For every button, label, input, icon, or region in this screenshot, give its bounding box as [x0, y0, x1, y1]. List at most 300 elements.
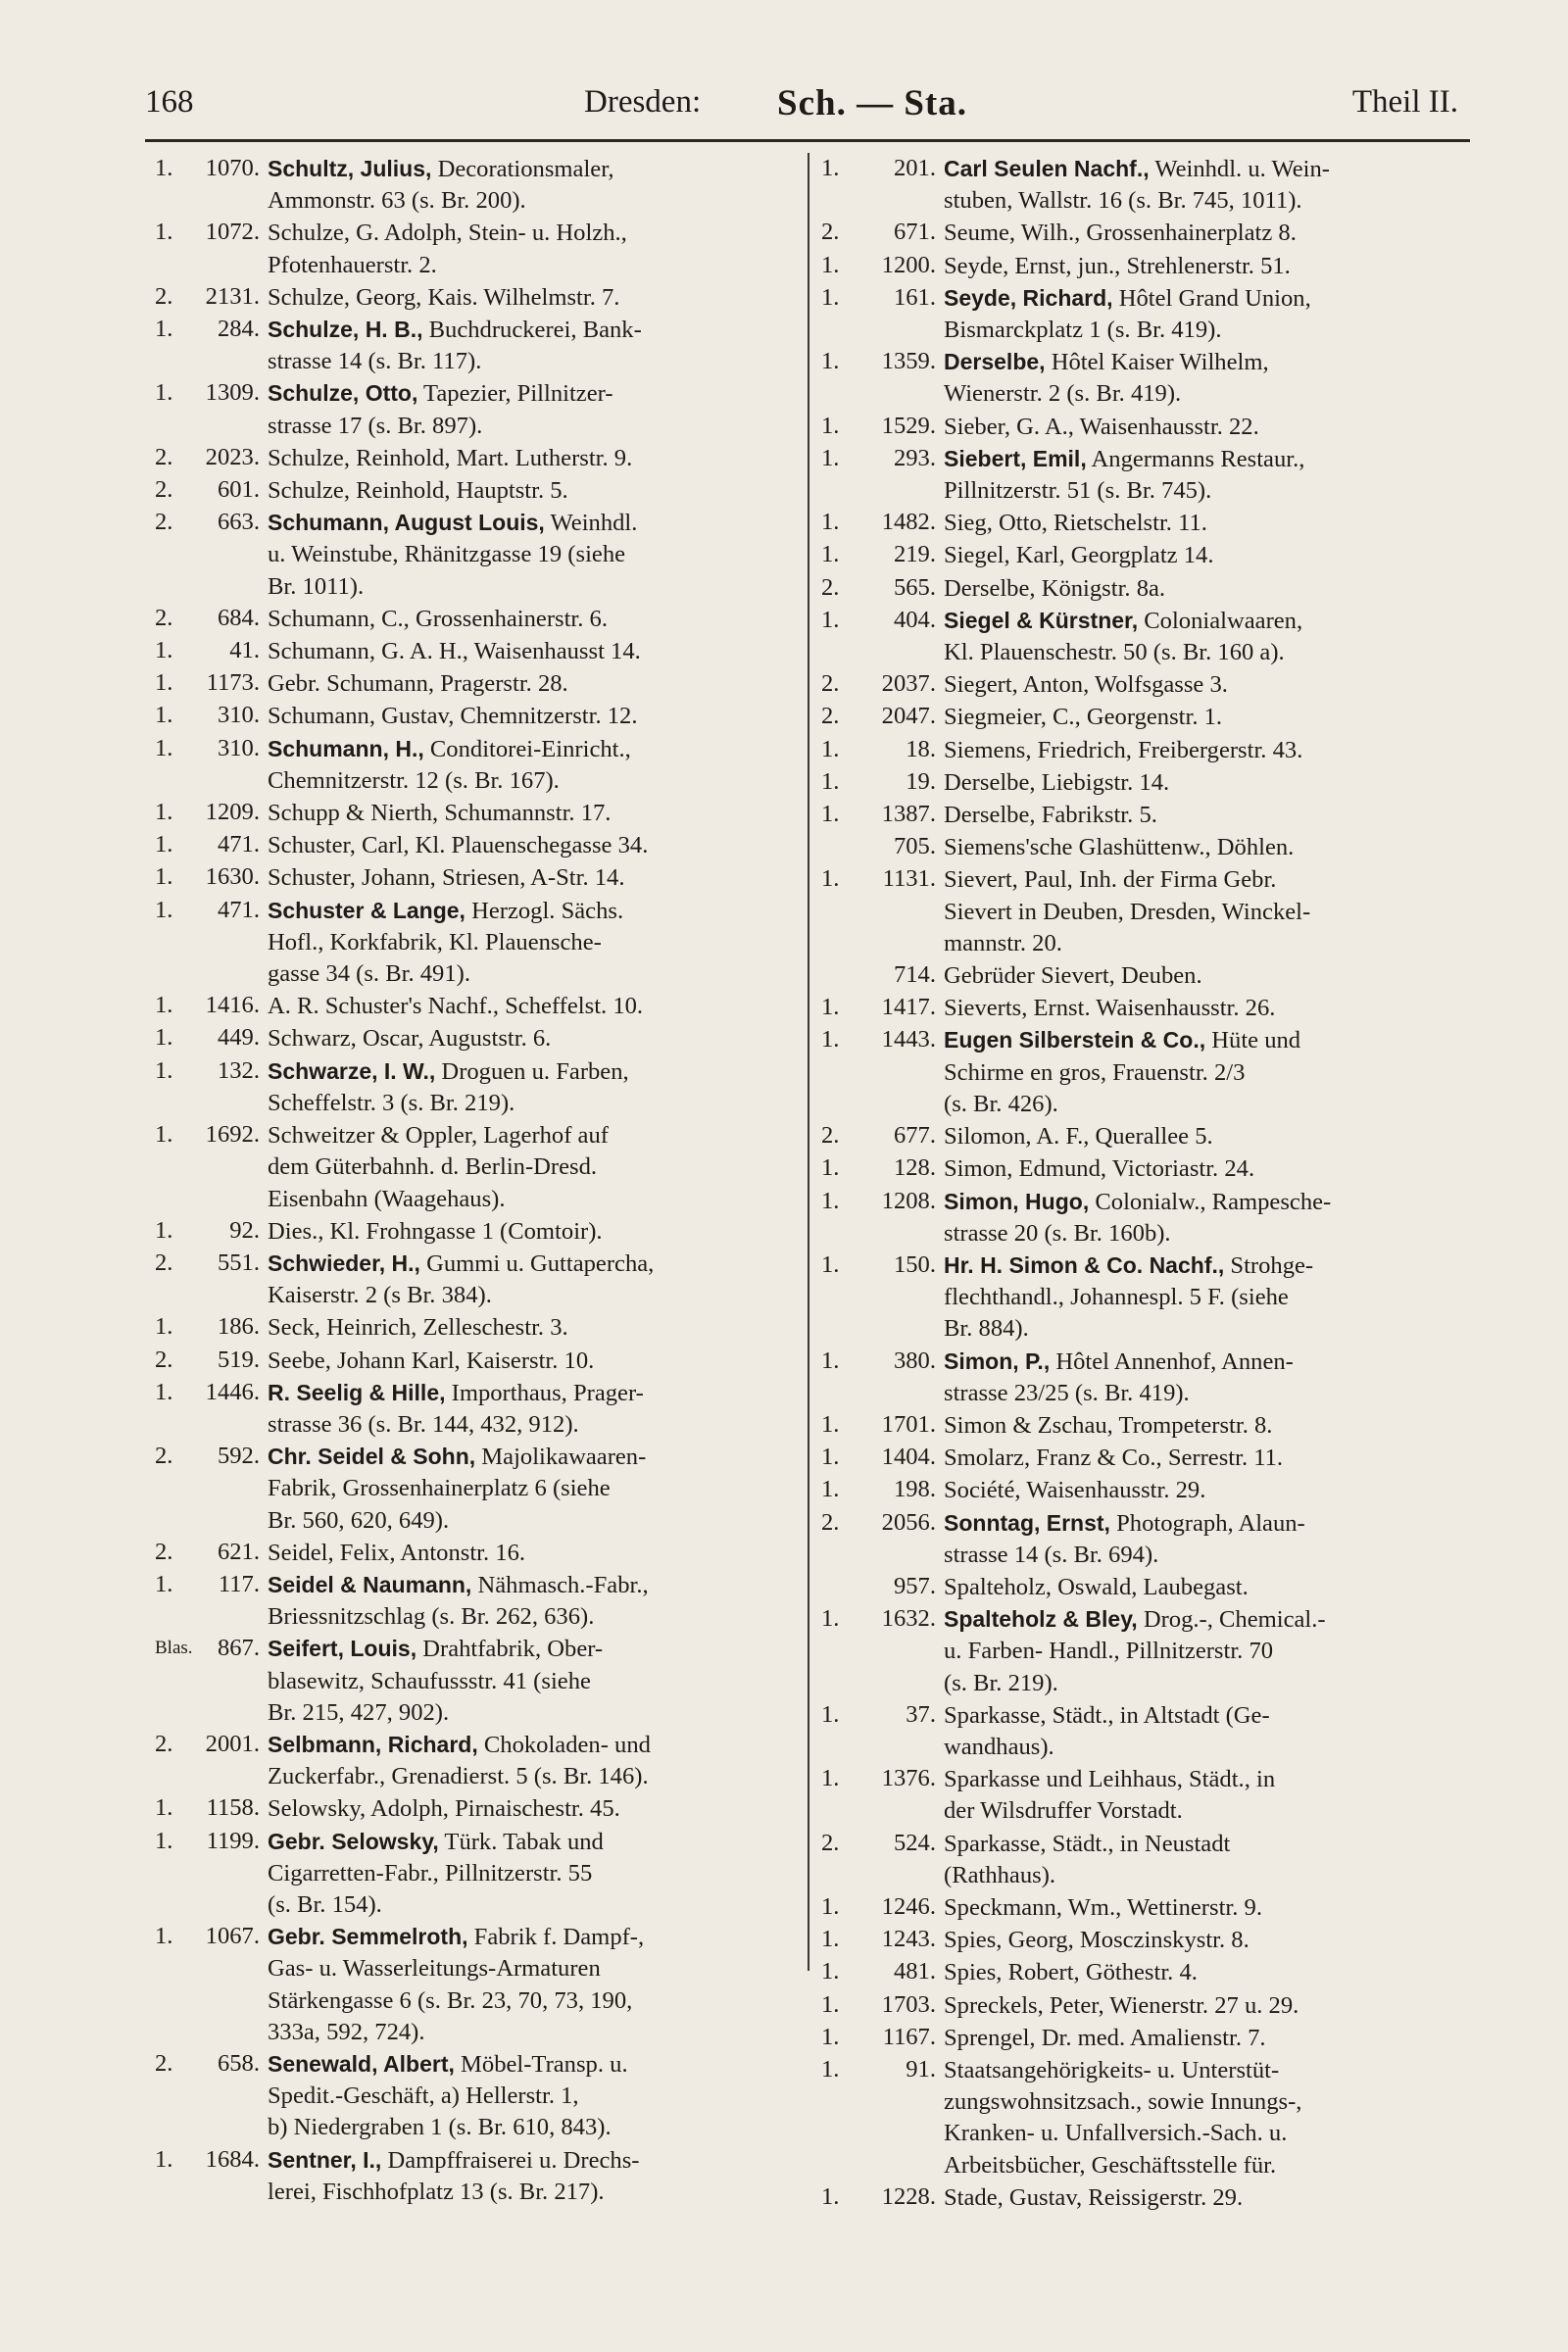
entry-text: Schulze, G. Adolph, Stein- u. Holzh., Pfotenhauerstr. 2. [268, 220, 627, 278]
entry-body [268, 153, 811, 217]
entry-class: 1. [155, 1827, 173, 1854]
entry-number: 1208. [881, 1187, 936, 1214]
entry-class [821, 1571, 854, 1603]
entry-text: Hôtel Kaiser Wilhelm, Wienerstr. 2 (s. Br. 419). [944, 349, 1269, 408]
entry-number: 1200. [881, 251, 936, 278]
entry-body [944, 1442, 1478, 1474]
entry-name: Spalteholz & Bley, [944, 1606, 1138, 1633]
entry-number: 380. [893, 1347, 936, 1374]
entry-class [821, 959, 854, 992]
directory-entry [821, 605, 1478, 668]
entry-number: 186. [217, 1313, 260, 1341]
entry-number: 1703. [881, 1990, 936, 2018]
entry-text: Droguen u. Farben, Scheffelstr. 3 (s. Br. 219). [268, 1057, 629, 1116]
directory-entry [155, 442, 811, 474]
directory-entry [821, 250, 1478, 282]
directory-entry [155, 1055, 811, 1119]
entry-text: Smolarz, Franz & Co., Serrestr. 11. [944, 1445, 1284, 1472]
entry-class: 1. [821, 1700, 840, 1728]
entry-number: 132. [217, 1056, 260, 1084]
directory-entry [155, 281, 811, 314]
entry-number: 1529. [881, 412, 936, 439]
entry-name: Schwarze, I. W., [268, 1057, 436, 1084]
directory-entry [155, 1441, 811, 1537]
entry-name: Selbmann, Richard, [268, 1731, 478, 1757]
entry-text: Schwarz, Oscar, Auguststr. 6. [268, 1025, 552, 1053]
entry-number: 1067. [205, 1923, 260, 1950]
entry-class: 1. [155, 1378, 173, 1405]
entry-class: 1. [821, 1154, 840, 1182]
directory-entry [155, 797, 811, 829]
entry-body [944, 1152, 1478, 1185]
entry-class: 1. [821, 509, 840, 536]
directory-entry [155, 635, 811, 667]
entry-number: 2047. [881, 703, 936, 730]
header-city: Dresden: [584, 84, 702, 120]
entry-body [944, 668, 1478, 701]
entry-class [821, 831, 854, 863]
entry-number: 2023. [205, 443, 260, 470]
entry-class: 2. [155, 1443, 173, 1470]
entry-text: Gummi u. Guttapercha, Kaiserstr. 2 (s Br. 384). [268, 1250, 655, 1309]
entry-body [944, 766, 1478, 799]
entry-text: Simon, Edmund, Victoriastr. 24. [944, 1155, 1255, 1183]
entry-name: Seidel & Naumann, [268, 1571, 472, 1597]
entry-text: Weinhdl. u. Weinstube, Rhänitzgasse 19 (siehe Br. 1011). [268, 510, 638, 600]
directory-entry [155, 1921, 811, 2048]
entry-number: 150. [893, 1250, 936, 1278]
directory-entry [821, 2181, 1478, 2214]
directory-entry [155, 861, 811, 894]
entry-class: 1. [821, 865, 840, 893]
entry-text: Nähmasch.-Fabr., Briessnitzschlag (s. Br. 262, 636). [268, 1571, 649, 1631]
directory-entry [821, 572, 1478, 605]
entry-class: 1. [821, 801, 840, 828]
directory-entry [155, 1248, 811, 1311]
directory-entry [821, 1989, 1478, 2022]
entry-class: 1. [821, 348, 840, 375]
entry-number: 2037. [881, 670, 936, 698]
entry-body [268, 1826, 811, 1922]
directory-entry [821, 346, 1478, 410]
entry-number: 714. [893, 961, 936, 989]
entry-text: Spalteholz, Oswald, Laubegast. [944, 1573, 1249, 1600]
entry-text: Weinhdl. u. Wein- stuben, Wallstr. 16 (s. Br. 745, 1011). [944, 156, 1330, 215]
directory-entry [155, 700, 811, 732]
entry-number: 2001. [205, 1730, 260, 1757]
entry-number: 1309. [205, 379, 260, 407]
directory-entry [155, 2048, 811, 2144]
entry-number: 471. [217, 831, 260, 858]
entry-body [944, 443, 1478, 507]
entry-class: 2. [821, 1508, 840, 1536]
entry-text: Sparkasse, Städt., in Altstadt (Ge- wandhaus). [944, 1701, 1270, 1760]
entry-body [944, 250, 1478, 282]
directory-entry [821, 1571, 1478, 1603]
entry-number: 91. [906, 2055, 936, 2082]
entry-class: 1. [821, 251, 840, 278]
entry-class: 1. [155, 863, 173, 891]
entry-body [944, 1507, 1478, 1571]
entry-name: Schultz, Julius, [268, 156, 432, 181]
entry-number: 1417. [881, 994, 936, 1021]
entry-body [944, 1699, 1478, 1763]
entry-class: 1. [155, 1923, 173, 1950]
directory-entry [155, 314, 811, 377]
entry-name: Schumann, H., [268, 735, 424, 761]
entry-text: Schulze, Reinhold, Mart. Lutherstr. 9. [268, 444, 633, 471]
entry-number: 551. [217, 1249, 260, 1276]
directory-entry [821, 411, 1478, 443]
entry-class: 1. [155, 1121, 173, 1149]
entry-name: Gebr. Semmelroth, [268, 1924, 468, 1950]
entry-class: 1. [155, 637, 173, 664]
entry-number: 621. [217, 1538, 260, 1565]
entry-text: Schumann, Gustav, Chemnitzerstr. 12. [268, 703, 638, 730]
entry-number: 293. [893, 444, 936, 471]
directory-entry [155, 1792, 811, 1825]
directory-entry [821, 668, 1478, 701]
entry-name: R. Seelig & Hille, [268, 1379, 446, 1405]
entry-class: 1. [821, 606, 840, 633]
entry-class: 1. [155, 155, 173, 181]
directory-entry [821, 1409, 1478, 1442]
right-column [821, 153, 1478, 2214]
entry-class: 1. [821, 1605, 840, 1633]
entry-text: Derselbe, Liebigstr. 14. [944, 768, 1170, 796]
entry-text: Simon & Zschau, Trompeterstr. 8. [944, 1411, 1273, 1439]
entry-text: Siemens, Friedrich, Freibergerstr. 43. [944, 736, 1303, 763]
entry-body [268, 1311, 811, 1344]
entry-number: 219. [893, 541, 936, 568]
entry-body [944, 959, 1478, 992]
entry-text: Schumann, G. A. H., Waisenhausst 14. [268, 638, 641, 665]
entry-class: 1. [155, 669, 173, 697]
entry-class: 2. [821, 573, 840, 601]
entry-class: 1. [821, 541, 840, 568]
directory-entry [155, 1729, 811, 1792]
entry-class: 1. [155, 992, 173, 1019]
entry-name: Schwieder, H., [268, 1250, 420, 1276]
entry-class: 2. [155, 1730, 173, 1757]
page-header [145, 84, 1458, 133]
directory-entry [821, 1603, 1478, 1699]
entry-number: 601. [217, 476, 260, 504]
entry-text: Speckmann, Wm., Wettinerstr. 9. [944, 1893, 1262, 1921]
entry-text: Sparkasse und Leihhaus, Städt., in der Wilsdruffer Vorstadt. [944, 1766, 1276, 1825]
entry-number: 1404. [881, 1444, 936, 1471]
entry-number: 2131. [205, 282, 260, 310]
entry-body [268, 1921, 811, 2048]
directory-entry [821, 1828, 1478, 1891]
header-rule [145, 139, 1470, 142]
entry-class: 1. [821, 1347, 840, 1374]
entry-class: 1. [155, 1216, 173, 1244]
entry-number: 1684. [205, 2145, 260, 2173]
entry-body [944, 411, 1478, 443]
entry-body [268, 1441, 811, 1537]
directory-entry [155, 667, 811, 700]
directory-entry [821, 1891, 1478, 1924]
directory-entry [821, 1152, 1478, 1185]
entry-text: Majolikawaaren- Fabrik, Grossenhainerplatz 6 (siehe Br. 560, 620, 649). [268, 1444, 647, 1534]
directory-entry [821, 1507, 1478, 1571]
entry-name: Schuster & Lange, [268, 897, 466, 923]
directory-entry [821, 1120, 1478, 1152]
entry-body [268, 635, 811, 667]
entry-name: Siegel & Kürstner, [944, 607, 1139, 633]
entry-text: Sieber, G. A., Waisenhausstr. 22. [944, 413, 1259, 440]
entry-text: Seebe, Johann Karl, Kaiserstr. 10. [268, 1347, 595, 1374]
entry-text: Selowsky, Adolph, Pirnaischestr. 45. [268, 1795, 620, 1823]
entry-number: 1228. [881, 2182, 936, 2210]
entry-body [268, 733, 811, 797]
entry-number: 565. [893, 573, 936, 601]
entry-body [944, 734, 1478, 766]
entry-text: Sieverts, Ernst. Waisenhausstr. 26. [944, 995, 1276, 1022]
entry-number: 524. [893, 1829, 936, 1856]
entry-name: Gebr. Selowsky, [268, 1828, 439, 1854]
entry-class: 1. [155, 734, 173, 761]
entry-text: Fabrik f. Dampf-, Gas- u. Wasserleitungs-Armaturen Stärkengasse 6 (s. Br. 23, 70, 73, 190, 333a, 592, 724). [268, 1924, 645, 2045]
entry-body [944, 1891, 1478, 1924]
directory-entry [821, 539, 1478, 571]
entry-class: 1. [821, 767, 840, 795]
entry-number: 1072. [205, 219, 260, 246]
entry-class: 1. [821, 155, 840, 181]
entry-number: 117. [218, 1570, 260, 1597]
entry-class: 1. [155, 831, 173, 858]
entry-text: Silomon, A. F., Querallee 5. [944, 1123, 1213, 1151]
entry-body [944, 1763, 1478, 1827]
entry-number: 404. [893, 606, 936, 633]
entry-body [944, 799, 1478, 831]
entry-class: 2. [155, 2049, 173, 2077]
entry-text: Drahtfabrik, Ober- blasewitz, Schaufussstr. 41 (siehe Br. 215, 427, 902). [268, 1636, 604, 1726]
entry-text: Schupp & Nierth, Schumannstr. 17. [268, 800, 612, 827]
entry-number: 1482. [881, 509, 936, 536]
directory-entry [821, 2054, 1478, 2181]
column-divider [808, 153, 809, 1971]
entry-body [268, 1248, 811, 1311]
entry-number: 310. [217, 702, 260, 729]
entry-class: 1. [155, 379, 173, 407]
entry-body [944, 1989, 1478, 2022]
directory-entry [155, 1569, 811, 1633]
directory-entry [155, 1826, 811, 1922]
entry-text: Staatsangehörigkeits- u. Unterstüt- zungswohnsitzsach., sowie Innungs-, Kranken- u. Unfallversich.-Sach. u. Arbeitsbücher, Geschäftsstelle für. [944, 2056, 1302, 2179]
entry-number: 2056. [881, 1508, 936, 1536]
entry-class: 1. [155, 1313, 173, 1341]
entry-number: 705. [893, 833, 936, 860]
entry-text: Derselbe, Königstr. 8a. [944, 574, 1166, 602]
entry-number: 684. [217, 604, 260, 631]
directory-entry [821, 1024, 1478, 1120]
entry-body [944, 1024, 1478, 1120]
directory-entry [821, 1763, 1478, 1827]
entry-text: Siemens'sche Glashüttenw., Döhlen. [944, 834, 1295, 861]
entry-body [268, 1345, 811, 1377]
entry-text: Sievert, Paul, Inh. der Firma Gebr. Sievert in Deuben, Dresden, Winckel- mannstr. 20. [944, 866, 1311, 956]
entry-number: 41. [229, 637, 260, 664]
entry-body [944, 2022, 1478, 2054]
entry-body [268, 281, 811, 314]
entry-number: 1243. [881, 1926, 936, 1953]
directory-entry [821, 1186, 1478, 1250]
entry-name: Simon, Hugo, [944, 1188, 1090, 1214]
entry-text: Dies., Kl. Frohngasse 1 (Comtoir). [268, 1217, 603, 1245]
directory-entry [821, 863, 1478, 959]
entry-number: 663. [217, 509, 260, 536]
entry-number: 284. [217, 316, 260, 343]
directory-entry [155, 1022, 811, 1054]
entry-number: 18. [906, 735, 936, 762]
entry-name: Chr. Seidel & Sohn, [268, 1444, 476, 1470]
entry-body [268, 377, 811, 441]
entry-number: 1173. [206, 669, 260, 697]
entry-body [944, 346, 1478, 410]
entry-body [268, 861, 811, 894]
entry-name: Sentner, I., [268, 2146, 382, 2173]
entry-text: Seidel, Felix, Antonstr. 16. [268, 1539, 526, 1566]
entry-name: Schulze, Otto, [268, 380, 418, 407]
directory-entry [155, 1537, 811, 1569]
entry-text: Dampffraiserei u. Drechs- lerei, Fischhofplatz 13 (s. Br. 217). [268, 2146, 640, 2205]
directory-entry [155, 733, 811, 797]
entry-class: 1. [155, 219, 173, 246]
entry-class: 1. [821, 1410, 840, 1438]
entry-class: 1. [821, 1926, 840, 1953]
entry-class: 2. [155, 282, 173, 310]
entry-number: 198. [893, 1476, 936, 1503]
directory-entry [821, 959, 1478, 992]
entry-number: 519. [217, 1346, 260, 1373]
entry-text: Drog.-, Chemical.- u. Farben- Handl., Pillnitzerstr. 70 (s. Br. 219). [944, 1606, 1326, 1696]
entry-body [944, 1924, 1478, 1956]
entry-number: 1632. [881, 1605, 936, 1633]
entry-text: Société, Waisenhausstr. 29. [944, 1477, 1206, 1504]
directory-entry [821, 282, 1478, 346]
entry-body [268, 2144, 811, 2208]
entry-body [268, 1569, 811, 1633]
entry-name: Simon, P., [944, 1348, 1051, 1374]
directory-entry [821, 734, 1478, 766]
entry-number: 1630. [205, 863, 260, 891]
entry-number: 37. [906, 1700, 936, 1728]
entry-body [944, 1186, 1478, 1250]
entry-text: Schuster, Carl, Kl. Plauenschegasse 34. [268, 832, 649, 859]
entry-text: Siegmeier, C., Georgenstr. 1. [944, 704, 1223, 731]
entry-number: 1359. [881, 348, 936, 375]
entry-number: 1387. [881, 801, 936, 828]
entry-body [268, 1215, 811, 1248]
entry-text: Sprengel, Dr. med. Amalienstr. 7. [944, 2024, 1266, 2051]
entry-text: Herzogl. Sächs. Hofl., Korkfabrik, Kl. Plauensche- gasse 34 (s. Br. 491). [268, 897, 624, 988]
page-number: 168 [145, 84, 194, 120]
entry-body [944, 1571, 1478, 1603]
directory-entry [821, 701, 1478, 733]
entry-class: 1. [821, 994, 840, 1021]
entry-class: 1. [155, 799, 173, 826]
entry-number: 1443. [881, 1026, 936, 1054]
entry-name: Derselbe, [944, 349, 1046, 375]
directory-entry [821, 992, 1478, 1024]
entry-number: 957. [893, 1572, 936, 1599]
entry-body [944, 863, 1478, 959]
entry-number: 1376. [881, 1765, 936, 1792]
entry-number: 1692. [205, 1121, 260, 1149]
directory-entry [821, 1699, 1478, 1763]
directory-entry [155, 1215, 811, 1248]
entry-number: 471. [217, 896, 260, 923]
entry-class: 2. [155, 476, 173, 504]
entry-number: 1209. [205, 799, 260, 826]
entry-body [944, 992, 1478, 1024]
entry-class: 2. [821, 1122, 840, 1150]
directory-entry [155, 153, 811, 217]
directory-entry [821, 2022, 1478, 2054]
entry-class: 1. [821, 1892, 840, 1920]
entry-number: 19. [906, 767, 936, 795]
entry-text: Photograph, Alaun- strasse 14 (s. Br. 694). [944, 1509, 1305, 1568]
entry-text: Decorationsmaler, Ammonstr. 63 (s. Br. 200). [268, 156, 614, 215]
entry-number: 128. [893, 1154, 936, 1182]
entry-text: Derselbe, Fabrikstr. 5. [944, 802, 1157, 829]
directory-entry [155, 603, 811, 635]
entry-class: 1. [155, 1056, 173, 1084]
entry-name: Carl Seulen Nachf., [944, 156, 1150, 181]
entry-number: 1416. [205, 992, 260, 1019]
entry-number: 1070. [205, 155, 260, 181]
entry-body [944, 153, 1478, 217]
entry-body [268, 700, 811, 732]
directory-entry [155, 1119, 811, 1215]
left-column [155, 153, 811, 2208]
entry-text: Importhaus, Prager- strasse 36 (s. Br. 144, 432, 912). [268, 1379, 644, 1438]
entry-body [944, 1828, 1478, 1891]
entry-name: Eugen Silberstein & Co., [944, 1027, 1206, 1054]
entry-class: 1. [821, 2023, 840, 2050]
entry-number: 1246. [881, 1892, 936, 1920]
entry-body [268, 1729, 811, 1792]
entry-text: Spies, Robert, Göthestr. 4. [944, 1959, 1198, 1986]
entry-class: 2. [155, 1538, 173, 1565]
entry-body [944, 1956, 1478, 1988]
entry-body [268, 1792, 811, 1825]
entry-class: 2. [155, 509, 173, 536]
entry-class: 2. [821, 1829, 840, 1856]
entry-text: Gebrüder Sievert, Deuben. [944, 962, 1202, 990]
entry-name: Siebert, Emil, [944, 445, 1087, 471]
directory-entry [821, 831, 1478, 863]
entry-number: 658. [217, 2049, 260, 2077]
entry-text: Colonialw., Rampesche- strasse 20 (s. Br. 160b). [944, 1188, 1332, 1247]
entry-name: Hr. H. Simon & Co. Nachf., [944, 1251, 1225, 1278]
entry-text: Sieg, Otto, Rietschelstr. 11. [944, 510, 1207, 537]
directory-entry [155, 895, 811, 991]
entry-text: Buchdruckerei, Bank- strasse 14 (s. Br. 117). [268, 317, 642, 375]
directory-entry [155, 377, 811, 441]
entry-class: 1. [155, 1570, 173, 1597]
directory-entry [155, 217, 811, 280]
entry-body [268, 217, 811, 280]
entry-body [944, 605, 1478, 668]
entry-text: Schulze, Georg, Kais. Wilhelmstr. 7. [268, 283, 620, 311]
entry-text: Seume, Wilh., Grossenhainerplatz 8. [944, 220, 1297, 247]
entry-body [944, 572, 1478, 605]
entry-class: 1. [821, 735, 840, 762]
entry-body [268, 829, 811, 861]
